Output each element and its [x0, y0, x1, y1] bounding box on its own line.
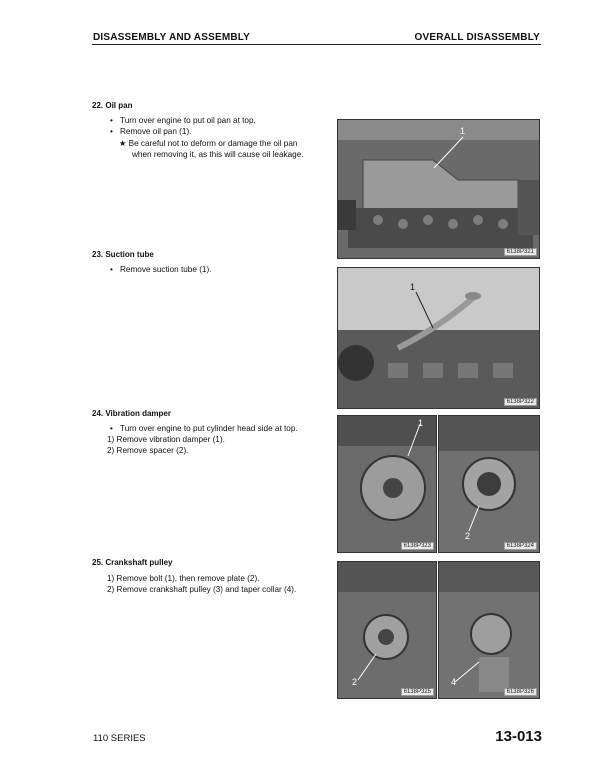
footer-page-number: 13-013 [495, 728, 542, 745]
photo-spacer [438, 415, 540, 553]
suction-tube-illustration [338, 268, 539, 408]
header-rule [92, 44, 541, 45]
section-22-line-1: • Turn over engine to put oil pan at top. [110, 115, 256, 126]
header-right: OVERALL DISASSEMBLY [414, 32, 540, 43]
oil-pan-illustration [338, 120, 539, 258]
section-25-line-2: 2) Remove crankshaft pulley (3) and taper collar (4). [107, 585, 297, 594]
section-24-line-3: 2) Remove spacer (2). [107, 446, 189, 455]
photo-oil-pan [337, 119, 540, 259]
section-22-caution-cont: when removing it, as this will cause oil leakage. [132, 150, 304, 159]
callout-2: 2 [352, 677, 358, 687]
section-23-title: 23. Suction tube [92, 250, 154, 259]
section-22-caution: ★ Be careful not to deform or damage the oil pan [119, 139, 298, 148]
section-25-title: 25. Crankshaft pulley [92, 558, 173, 567]
section-22-title: 22. Oil pan [92, 101, 133, 110]
section-24-title: 24. Vibration damper [92, 409, 171, 418]
section-23-line-1: • Remove suction tube (1). [110, 264, 211, 275]
photo-tag: 6138P325 [401, 688, 434, 696]
spacer-illustration [439, 416, 539, 552]
section-24-line-1: • Turn over engine to put cylinder head side at top. [110, 423, 298, 434]
photo-tag: 6138P326 [504, 688, 537, 696]
photo-tag: 6138P324 [504, 542, 537, 550]
photo-crankshaft-pulley [438, 561, 540, 699]
callout-1: 1 [418, 418, 424, 428]
callout-4: 4 [451, 677, 457, 687]
header-left: DISASSEMBLY AND ASSEMBLY [93, 32, 251, 43]
photo-vibration-damper [337, 415, 437, 553]
footer-series: 110 SERIES [93, 733, 146, 744]
callout-1: 1 [460, 126, 466, 136]
vibration-damper-illustration [338, 416, 436, 552]
section-25-line-1: 1) Remove bolt (1), then remove plate (2). [107, 574, 260, 583]
photo-crankshaft-bolt [337, 561, 437, 699]
callout-2: 2 [465, 531, 471, 541]
callout-1: 1 [410, 282, 416, 292]
photo-tag: 6138P321 [504, 248, 537, 256]
section-22-line-2: • Remove oil pan (1). [110, 126, 191, 137]
section-24-line-2: 1) Remove vibration damper (1). [107, 435, 225, 444]
photo-tag: 6138P323 [401, 542, 434, 550]
photo-tag: 6138P322 [504, 398, 537, 406]
photo-suction-tube [337, 267, 540, 409]
